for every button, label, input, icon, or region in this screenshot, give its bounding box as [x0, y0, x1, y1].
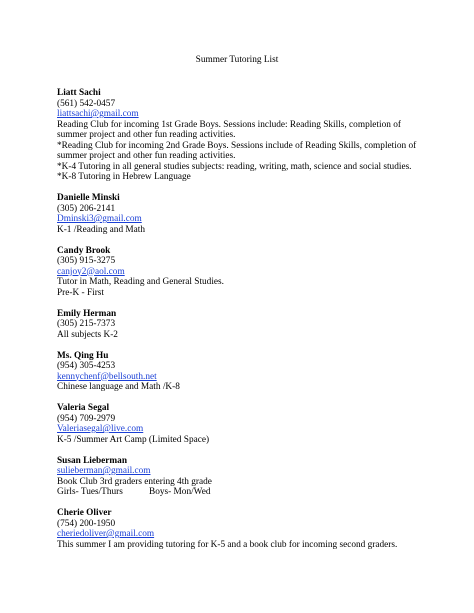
tutor-entry: [57, 351, 417, 393]
tutor-entry: [57, 88, 417, 183]
tutor-name: Cherie Oliver: [57, 508, 112, 518]
tutor-list: [57, 88, 417, 550]
tutor-entry: [57, 403, 417, 445]
document-title: Summer Tutoring List: [195, 55, 279, 65]
tutor-phone: (305) 915-3275: [57, 256, 116, 266]
tutor-description: *K-4 Tutoring in all general studies subjects: reading, writing, math, science and social studies.: [57, 161, 412, 172]
tutor-phone: (754) 200-1950: [57, 518, 116, 529]
schedule-girls: Girls- Tues/Thurs: [57, 487, 123, 497]
tutor-entry: [57, 456, 417, 498]
tutor-name: Liatt Sachi: [57, 88, 101, 98]
tutor-name: Valeria Segal: [57, 403, 110, 413]
tutor-entry: [57, 193, 417, 235]
tutor-email-link[interactable]: cheriedoliver@gmail.com: [57, 529, 155, 539]
tutor-description: Tutor in Math, Reading and General Studies.: [57, 277, 224, 287]
tutor-phone: (954) 709-2979: [57, 413, 116, 424]
tutor-name: Emily Herman: [57, 308, 117, 319]
tutor-description: Pre-K - First: [57, 287, 104, 298]
tutor-email-link[interactable]: sulieberman@gmail.com: [57, 466, 151, 476]
tutor-description: *Reading Club for incoming 2nd Grade Boys. Sessions include of Reading Skills, completion of summer project and other fun reading activities.: [57, 140, 417, 161]
tutor-email-link[interactable]: Valeriasegal@live.com: [57, 424, 144, 434]
tutor-name: Ms. Qing Hu: [57, 350, 109, 361]
tutor-name: Susan Lieberman: [57, 455, 127, 466]
tutor-phone: (954) 305-4253: [57, 361, 116, 371]
tutor-phone: (305) 206-2141: [57, 203, 116, 214]
tutor-description: *K-8 Tutoring in Hebrew Language: [57, 172, 191, 182]
tutor-description: This summer I am providing tutoring for K-5 and a book club for incoming second graders.: [57, 539, 398, 550]
tutor-entry: [57, 309, 417, 341]
tutor-description: K-5 /Summer Art Camp (Limited Space): [57, 434, 210, 445]
tutor-description: K-1 /Reading and Math: [57, 224, 146, 235]
tutor-schedule: [57, 487, 417, 498]
tutor-description: Reading Club for incoming 1st Grade Boys. Sessions include: Reading Skills, completion of summer project and other fun reading activities.: [57, 119, 401, 140]
tutor-email-link[interactable]: liattsachi@gmail.com: [57, 109, 139, 119]
tutor-description: Chinese language and Math /K-8: [57, 382, 180, 392]
tutor-description: Book Club 3rd graders entering 4th grade: [57, 476, 212, 487]
tutor-email-link[interactable]: Dminski3@gmail.com: [57, 214, 142, 224]
schedule-boys: Boys- Mon/Wed: [149, 487, 211, 497]
tutor-description: All subjects K-2: [57, 329, 118, 340]
tutor-phone: (561) 542-0457: [57, 98, 116, 109]
tutor-name: Candy Brook: [57, 245, 111, 256]
tutor-entry: [57, 246, 417, 299]
tutor-entry: [57, 508, 417, 550]
tutor-name: Danielle Minski: [57, 193, 120, 203]
tutor-email-link[interactable]: kennychenf@bellsouth.net: [57, 371, 157, 382]
tutor-email-link[interactable]: canjoy2@aol.com: [57, 266, 125, 277]
tutor-phone: (305) 215-7373: [57, 319, 116, 329]
